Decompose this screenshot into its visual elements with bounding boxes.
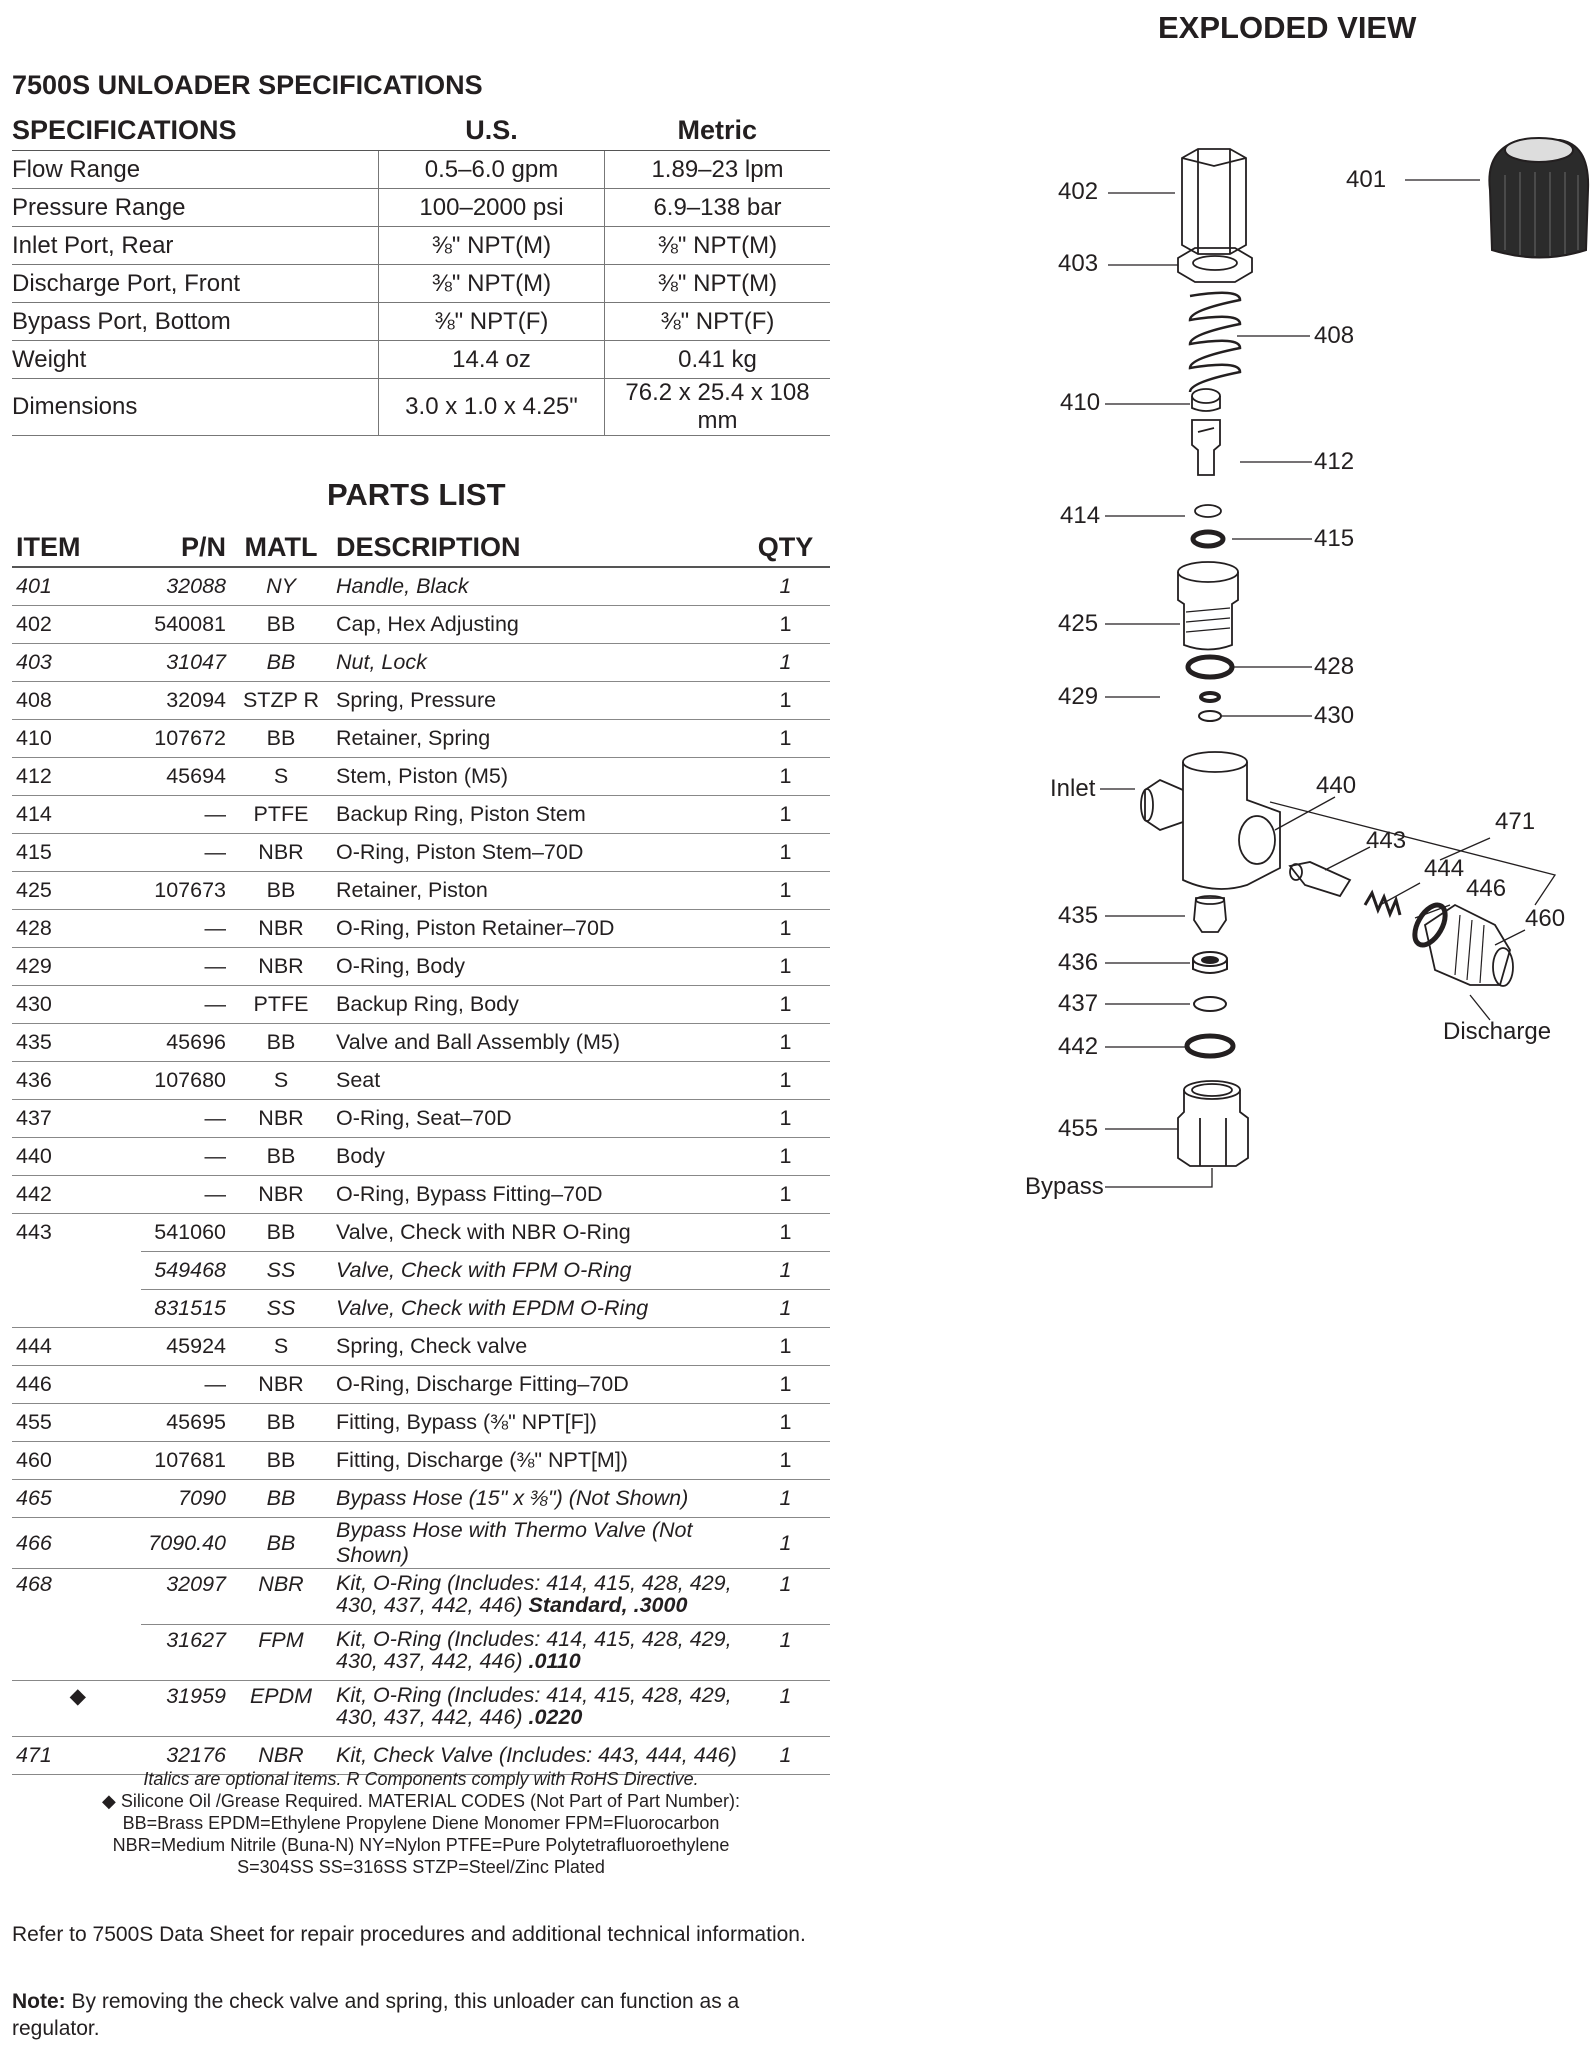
parts-pn-cell: — bbox=[141, 796, 226, 834]
parts-pn-cell: 107673 bbox=[141, 872, 226, 910]
spec-metric-value: ⅜" NPT(F) bbox=[605, 303, 831, 341]
spec-us-value: ⅜" NPT(F) bbox=[379, 303, 605, 341]
note-line: Italics are optional items. R Components comply with RoHS Directive. bbox=[143, 1769, 699, 1789]
parts-pn-cell: 540081 bbox=[141, 606, 226, 644]
parts-pn-cell: — bbox=[141, 948, 226, 986]
parts-item-cell: 466 bbox=[12, 1518, 141, 1569]
callout-discharge: Discharge bbox=[1443, 1018, 1552, 1045]
parts-desc-cell: Retainer, Piston bbox=[336, 872, 741, 910]
parts-desc-bold: Standard, .3000 bbox=[528, 1593, 688, 1617]
parts-item-cell: 402 bbox=[12, 606, 141, 644]
parts-desc-text: Kit, O-Ring (Includes: 414, 415, 428, 429, 430, 437, 442, 446) bbox=[336, 1627, 732, 1673]
parts-desc-cell: O-Ring, Discharge Fitting–70D bbox=[336, 1366, 741, 1404]
parts-pn-cell: 549468 bbox=[141, 1252, 226, 1290]
parts-desc-cell: Seat bbox=[336, 1062, 741, 1100]
spec-metric-value: 76.2 x 25.4 x 108 mm bbox=[605, 379, 831, 436]
parts-desc-cell: Valve and Ball Assembly (M5) bbox=[336, 1024, 741, 1062]
parts-matl-cell: NY bbox=[226, 567, 336, 606]
parts-pn-cell: — bbox=[141, 1100, 226, 1138]
note-line: BB=Brass EPDM=Ethylene Propylene Diene Monomer FPM=Fluorocarbon bbox=[122, 1813, 720, 1833]
callout-436: 436 bbox=[1058, 949, 1099, 976]
parts-pn-cell: 541060 bbox=[141, 1214, 226, 1252]
parts-qty-cell: 1 bbox=[741, 1290, 830, 1328]
parts-item-cell: 471 bbox=[12, 1737, 141, 1775]
parts-pn-cell: 107672 bbox=[141, 720, 226, 758]
parts-desc-cell: O-Ring, Piston Retainer–70D bbox=[336, 910, 741, 948]
callout-428: 428 bbox=[1314, 653, 1355, 680]
parts-desc-bold: .0110 bbox=[528, 1649, 581, 1673]
parts-item-cell: 444 bbox=[12, 1328, 141, 1366]
parts-desc-text: Kit, O-Ring (Includes: 414, 415, 428, 429, 430, 437, 442, 446) bbox=[336, 1683, 732, 1729]
parts-qty-cell: 1 bbox=[741, 682, 830, 720]
diamond-icon: ◆ bbox=[69, 1684, 86, 1708]
parts-matl-cell: BB bbox=[226, 1138, 336, 1176]
parts-matl-cell: NBR bbox=[226, 1176, 336, 1214]
parts-item-cell: 429 bbox=[12, 948, 141, 986]
spec-name: Flow Range bbox=[12, 151, 379, 189]
parts-qty-cell: 1 bbox=[741, 1214, 830, 1252]
parts-item-cell: 428 bbox=[12, 910, 141, 948]
parts-pn-cell: — bbox=[141, 1176, 226, 1214]
parts-matl-cell: BB bbox=[226, 1518, 336, 1569]
callout-444: 444 bbox=[1424, 855, 1465, 882]
parts-pn-cell: 45924 bbox=[141, 1328, 226, 1366]
parts-matl-cell: PTFE bbox=[226, 796, 336, 834]
parts-matl-cell: BB bbox=[226, 1480, 336, 1518]
parts-item-cell: 436 bbox=[12, 1062, 141, 1100]
parts-pn-cell: 31627 bbox=[141, 1625, 226, 1681]
bypass-fitting-part bbox=[1178, 1081, 1248, 1166]
parts-qty-cell: 1 bbox=[741, 1480, 830, 1518]
spec-metric-value: ⅜" NPT(M) bbox=[605, 265, 831, 303]
parts-qty-cell: 1 bbox=[741, 1062, 830, 1100]
o-ring-part bbox=[1409, 900, 1452, 950]
callout-412: 412 bbox=[1314, 448, 1355, 475]
handle-part bbox=[1489, 138, 1588, 258]
parts-desc-cell: Retainer, Spring bbox=[336, 720, 741, 758]
parts-desc-cell: Handle, Black bbox=[336, 567, 741, 606]
parts-item-cell: 468 bbox=[16, 1572, 52, 1596]
parts-qty-cell: 1 bbox=[741, 1328, 830, 1366]
valve-ball-assembly-part bbox=[1194, 896, 1226, 932]
parts-qty-cell: 1 bbox=[741, 948, 830, 986]
parts-item-cell: 403 bbox=[12, 644, 141, 682]
parts-pn-cell: — bbox=[141, 1366, 226, 1404]
callout-446: 446 bbox=[1466, 875, 1507, 902]
parts-pn-cell: 32097 bbox=[141, 1569, 226, 1625]
parts-qty-cell: 1 bbox=[741, 1625, 830, 1681]
callout-437: 437 bbox=[1058, 990, 1099, 1017]
o-ring-part bbox=[1187, 1036, 1233, 1056]
parts-item-cell: 430 bbox=[12, 986, 141, 1024]
parts-qty-cell: 1 bbox=[741, 1569, 830, 1625]
callout-425: 425 bbox=[1058, 610, 1099, 637]
parts-matl-cell: S bbox=[226, 1328, 336, 1366]
parts-desc-cell: Body bbox=[336, 1138, 741, 1176]
parts-qty-cell: 1 bbox=[741, 1138, 830, 1176]
exploded-view-title: EXPLODED VIEW bbox=[1158, 10, 1417, 45]
parts-qty-cell: 1 bbox=[741, 1366, 830, 1404]
parts-header: DESCRIPTION bbox=[336, 528, 741, 567]
parts-qty-cell: 1 bbox=[741, 644, 830, 682]
parts-pn-cell: 7090 bbox=[141, 1480, 226, 1518]
piston-stem-part bbox=[1192, 420, 1220, 475]
parts-desc-cell: O-Ring, Seat–70D bbox=[336, 1100, 741, 1138]
parts-desc-cell: Bypass Hose (15" x ⅜") (Not Shown) bbox=[336, 1480, 741, 1518]
parts-item-cell: 415 bbox=[12, 834, 141, 872]
parts-matl-cell: STZP R bbox=[226, 682, 336, 720]
parts-desc-cell: Kit, Check Valve (Includes: 443, 444, 446) bbox=[336, 1737, 741, 1775]
note-text: By removing the check valve and spring, this unloader can function as a regulator. bbox=[12, 1990, 740, 2040]
parts-matl-cell: BB bbox=[226, 1404, 336, 1442]
parts-item-cell: 443 bbox=[16, 1220, 52, 1245]
callout-471: 471 bbox=[1495, 808, 1536, 835]
parts-item-cell: 408 bbox=[12, 682, 141, 720]
parts-qty-cell: 1 bbox=[741, 1024, 830, 1062]
note-label: Note: bbox=[12, 1990, 66, 2013]
callout-inlet: Inlet bbox=[1050, 775, 1096, 802]
spec-name: Pressure Range bbox=[12, 189, 379, 227]
parts-list-title: PARTS LIST bbox=[327, 477, 506, 512]
spec-metric-value: 1.89–23 lpm bbox=[605, 151, 831, 189]
o-ring-part bbox=[1194, 997, 1226, 1011]
callout-402: 402 bbox=[1058, 178, 1099, 205]
callout-401: 401 bbox=[1346, 166, 1387, 193]
callout-414: 414 bbox=[1060, 502, 1101, 529]
parts-desc-text: Kit, O-Ring (Includes: 414, 415, 428, 429, 430, 437, 442, 446) bbox=[336, 1571, 732, 1617]
spec-us-value: ⅜" NPT(M) bbox=[379, 227, 605, 265]
parts-qty-cell: 1 bbox=[741, 796, 830, 834]
unloader-body-part bbox=[1141, 752, 1280, 889]
callout-410: 410 bbox=[1060, 389, 1101, 416]
parts-pn-cell: 31959 bbox=[141, 1681, 226, 1737]
callout-435: 435 bbox=[1058, 902, 1099, 929]
parts-pn-cell: 32176 bbox=[141, 1737, 226, 1775]
parts-pn-cell: 45694 bbox=[141, 758, 226, 796]
callout-460: 460 bbox=[1525, 905, 1566, 932]
parts-qty-cell: 1 bbox=[741, 606, 830, 644]
callout-440: 440 bbox=[1316, 772, 1357, 799]
o-ring-part bbox=[1193, 532, 1223, 546]
parts-matl-cell: BB bbox=[226, 872, 336, 910]
callout-430: 430 bbox=[1314, 702, 1355, 729]
callout-442: 442 bbox=[1058, 1033, 1099, 1060]
parts-desc-cell: Backup Ring, Body bbox=[336, 986, 741, 1024]
parts-header: MATL bbox=[226, 528, 336, 567]
parts-desc-cell: Valve, Check with NBR O-Ring bbox=[336, 1214, 741, 1252]
spec-name: Dimensions bbox=[12, 379, 379, 436]
parts-desc-bold: .0220 bbox=[528, 1705, 583, 1729]
note-line: ◆ Silicone Oil /Grease Required. MATERIAL CODES (Not Part of Part Number): bbox=[101, 1791, 741, 1811]
parts-desc-cell: Fitting, Discharge (⅜" NPT[M]) bbox=[336, 1442, 741, 1480]
o-ring-part bbox=[1201, 693, 1219, 701]
parts-qty-cell: 1 bbox=[741, 1737, 830, 1775]
callout-bypass: Bypass bbox=[1025, 1173, 1104, 1200]
backup-ring-part bbox=[1199, 711, 1221, 721]
parts-matl-cell: BB bbox=[226, 606, 336, 644]
parts-desc-cell: Spring, Pressure bbox=[336, 682, 741, 720]
parts-matl-cell: SS bbox=[226, 1252, 336, 1290]
pressure-spring-part bbox=[1190, 293, 1240, 392]
parts-desc-cell: Cap, Hex Adjusting bbox=[336, 606, 741, 644]
spec-header: U.S. bbox=[379, 110, 605, 151]
callout-443: 443 bbox=[1366, 827, 1407, 854]
backup-ring-part bbox=[1195, 505, 1221, 517]
parts-matl-cell: NBR bbox=[226, 1737, 336, 1775]
piston-retainer-part bbox=[1178, 562, 1238, 650]
parts-desc-cell: Nut, Lock bbox=[336, 644, 741, 682]
callout-429: 429 bbox=[1058, 683, 1099, 710]
parts-pn-cell: 31047 bbox=[141, 644, 226, 682]
spec-metric-value: ⅜" NPT(M) bbox=[605, 227, 831, 265]
parts-qty-cell: 1 bbox=[741, 910, 830, 948]
parts-item-cell: 455 bbox=[12, 1404, 141, 1442]
spec-header: Metric bbox=[605, 110, 831, 151]
parts-matl-cell: BB bbox=[226, 644, 336, 682]
parts-desc-cell: O-Ring, Body bbox=[336, 948, 741, 986]
parts-qty-cell: 1 bbox=[741, 872, 830, 910]
parts-item-cell: 410 bbox=[12, 720, 141, 758]
o-ring-part bbox=[1188, 657, 1232, 677]
parts-desc-cell: Valve, Check with EPDM O-Ring bbox=[336, 1290, 741, 1328]
parts-item-cell: 446 bbox=[12, 1366, 141, 1404]
spec-us-value: 0.5–6.0 gpm bbox=[379, 151, 605, 189]
parts-matl-cell: NBR bbox=[226, 948, 336, 986]
parts-desc-cell: Spring, Check valve bbox=[336, 1328, 741, 1366]
parts-desc-cell: O-Ring, Bypass Fitting–70D bbox=[336, 1176, 741, 1214]
parts-desc-cell: Valve, Check with FPM O-Ring bbox=[336, 1252, 741, 1290]
parts-pn-cell: — bbox=[141, 834, 226, 872]
parts-qty-cell: 1 bbox=[741, 1404, 830, 1442]
parts-desc-cell: Backup Ring, Piston Stem bbox=[336, 796, 741, 834]
parts-header: QTY bbox=[741, 528, 830, 567]
parts-pn-cell: 32088 bbox=[141, 567, 226, 606]
parts-matl-cell: NBR bbox=[226, 1366, 336, 1404]
parts-item-cell: 412 bbox=[12, 758, 141, 796]
note-line: NBR=Medium Nitrile (Buna-N) NY=Nylon PTFE=Pure Polytetrafluoroethylene bbox=[112, 1835, 730, 1855]
spec-us-value: 3.0 x 1.0 x 4.25" bbox=[379, 379, 605, 436]
parts-matl-cell: S bbox=[226, 1062, 336, 1100]
callout-403: 403 bbox=[1058, 250, 1099, 277]
parts-pn-cell: 7090.40 bbox=[141, 1518, 226, 1569]
spec-name: Weight bbox=[12, 341, 379, 379]
parts-qty-cell: 1 bbox=[741, 567, 830, 606]
spec-name: Discharge Port, Front bbox=[12, 265, 379, 303]
parts-pn-cell: — bbox=[141, 910, 226, 948]
parts-matl-cell: NBR bbox=[226, 1569, 336, 1625]
parts-header: ITEM bbox=[12, 528, 141, 567]
callout-415: 415 bbox=[1314, 525, 1355, 552]
parts-item-cell: 460 bbox=[12, 1442, 141, 1480]
parts-desc-cell: O-Ring, Piston Stem–70D bbox=[336, 834, 741, 872]
parts-matl-cell: BB bbox=[226, 1214, 336, 1252]
seat-part bbox=[1193, 952, 1227, 973]
spec-us-value: 100–2000 psi bbox=[379, 189, 605, 227]
parts-item-cell: 435 bbox=[12, 1024, 141, 1062]
spec-name: Inlet Port, Rear bbox=[12, 227, 379, 265]
note-line: S=304SS SS=316SS STZP=Steel/Zinc Plated bbox=[237, 1857, 605, 1877]
parts-header: P/N bbox=[141, 528, 226, 567]
refer-text: Refer to 7500S Data Sheet for repair procedures and additional technical information. bbox=[12, 1923, 806, 1946]
parts-qty-cell: 1 bbox=[741, 758, 830, 796]
parts-matl-cell: BB bbox=[226, 1024, 336, 1062]
parts-matl-cell: FPM bbox=[226, 1625, 336, 1681]
parts-matl-cell: SS bbox=[226, 1290, 336, 1328]
parts-item-cell: 440 bbox=[12, 1138, 141, 1176]
callout-408: 408 bbox=[1314, 322, 1355, 349]
parts-qty-cell: 1 bbox=[741, 1100, 830, 1138]
parts-matl-cell: BB bbox=[226, 720, 336, 758]
parts-desc-cell: Bypass Hose with Thermo Valve (Not Shown) bbox=[336, 1518, 741, 1569]
parts-matl-cell: S bbox=[226, 758, 336, 796]
parts-qty-cell: 1 bbox=[741, 834, 830, 872]
parts-matl-cell: NBR bbox=[226, 1100, 336, 1138]
parts-qty-cell: 1 bbox=[741, 1681, 830, 1737]
parts-matl-cell: BB bbox=[226, 1442, 336, 1480]
parts-desc-cell: Stem, Piston (M5) bbox=[336, 758, 741, 796]
spring-retainer-part bbox=[1192, 389, 1220, 411]
parts-qty-cell: 1 bbox=[741, 1518, 830, 1569]
parts-item-cell: 442 bbox=[12, 1176, 141, 1214]
spec-header: SPECIFICATIONS bbox=[12, 110, 379, 151]
parts-pn-cell: 45696 bbox=[141, 1024, 226, 1062]
parts-pn-cell: 45695 bbox=[141, 1404, 226, 1442]
parts-qty-cell: 1 bbox=[741, 1176, 830, 1214]
parts-item-cell: 401 bbox=[12, 567, 141, 606]
spec-title: 7500S UNLOADER SPECIFICATIONS bbox=[12, 70, 483, 100]
check-valve-part bbox=[1290, 862, 1350, 896]
hex-cap-part bbox=[1182, 149, 1246, 254]
parts-matl-cell: EPDM bbox=[226, 1681, 336, 1737]
parts-qty-cell: 1 bbox=[741, 1442, 830, 1480]
parts-item-cell: 465 bbox=[12, 1480, 141, 1518]
discharge-fitting-part bbox=[1425, 905, 1513, 986]
spec-metric-value: 0.41 kg bbox=[605, 341, 831, 379]
parts-matl-cell: PTFE bbox=[226, 986, 336, 1024]
spec-us-value: 14.4 oz bbox=[379, 341, 605, 379]
parts-pn-cell: 32094 bbox=[141, 682, 226, 720]
parts-qty-cell: 1 bbox=[741, 986, 830, 1024]
parts-pn-cell: — bbox=[141, 986, 226, 1024]
spec-name: Bypass Port, Bottom bbox=[12, 303, 379, 341]
parts-matl-cell: NBR bbox=[226, 910, 336, 948]
parts-item-cell: 437 bbox=[12, 1100, 141, 1138]
parts-pn-cell: 107680 bbox=[141, 1062, 226, 1100]
parts-pn-cell: 831515 bbox=[141, 1290, 226, 1328]
parts-desc-cell: Fitting, Bypass (⅜" NPT[F]) bbox=[336, 1404, 741, 1442]
parts-qty-cell: 1 bbox=[741, 1252, 830, 1290]
spec-us-value: ⅜" NPT(M) bbox=[379, 265, 605, 303]
parts-qty-cell: 1 bbox=[741, 720, 830, 758]
parts-matl-cell: NBR bbox=[226, 834, 336, 872]
parts-pn-cell: 107681 bbox=[141, 1442, 226, 1480]
callout-455: 455 bbox=[1058, 1115, 1099, 1142]
parts-pn-cell: — bbox=[141, 1138, 226, 1176]
spec-metric-value: 6.9–138 bar bbox=[605, 189, 831, 227]
parts-item-cell: 414 bbox=[12, 796, 141, 834]
parts-item-cell: 425 bbox=[12, 872, 141, 910]
